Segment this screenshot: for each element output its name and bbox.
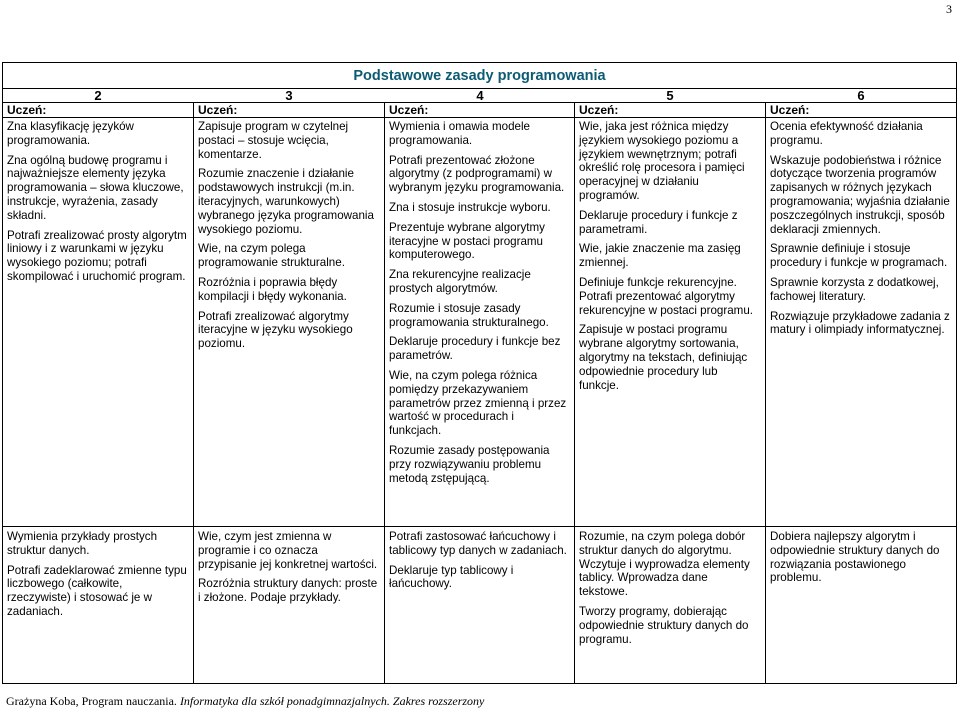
requirement-item: Deklaruje procedury i funkcje z parametrami. <box>579 208 738 236</box>
grade-3: 3 <box>285 88 293 103</box>
table-cell <box>770 530 950 591</box>
requirement-item: Rozumie i stosuje zasady programowania strukturalnego. <box>389 301 549 329</box>
column-header: Uczeń: <box>389 103 429 117</box>
requirement-item: Potrafi zadeklarować zmienne typu liczbowego (całkowite, rzeczywiste) i stosować je w zadaniach. <box>7 563 187 618</box>
table-title: Podstawowe zasady programowania <box>353 68 606 84</box>
table-border-bottom <box>3 683 956 684</box>
table-cell <box>198 530 378 611</box>
requirement-item: Zna klasyfikację języków programowania. <box>7 120 134 147</box>
col-divider-3 <box>574 102 575 683</box>
page-number: 3 <box>946 2 952 16</box>
requirement-item: Sprawnie korzysta z dodatkowej, fachowej literatury. <box>770 275 939 303</box>
requirement-item: Wskazuje podobieństwa i różnice dotyczące tworzenia programów zapisanych w różnych językach programowania; wyjaśnia działanie poszczególnych instrukcji, sposób deklaracji zmiennych. <box>770 153 950 236</box>
requirement-item: Zna i stosuje instrukcje wyboru. <box>389 200 551 214</box>
page-footer <box>6 694 484 709</box>
requirement-item: Wie, na czym polega różnica pomiędzy przekazywaniem parametrów przez zmienną i przez wartość w procedurach i funkcjach. <box>389 368 567 438</box>
requirement-item: Rozumie zasady postępowania przy rozwiązywaniu problemu metodą zstępującą. <box>389 443 550 485</box>
requirement-item: Rozumie, na czym polega dobór struktur danych do algorytmu. Wczytuje i wyprowadza elementy tablicy. Wprowadza dane tekstowe. <box>579 530 750 599</box>
requirement-item: Rozumie znaczenie i działanie podstawowych instrukcji (m.in. iteracyjnych, warunkowych) wybranego języka programowania wysokiego poziomu. <box>198 167 374 236</box>
requirement-item: Zna rekurencyjne realizacje prostych algorytmów. <box>389 268 531 295</box>
column-header: Uczeń: <box>198 103 238 117</box>
grade-2: 2 <box>94 88 102 103</box>
requirement-item: Definiuje funkcje rekurencyjne. Potrafi prezentować algorytmy rekurencyjne w postaci programu. <box>579 275 753 317</box>
table-border-top <box>3 62 956 63</box>
requirement-item: Prezentuje wybrane algorytmy iteracyjne w postaci programu komputerowego. <box>389 220 545 262</box>
table-cell <box>389 530 569 597</box>
requirement-item: Potrafi prezentować złożone algorytmy (z podprogramami) w wybranym języku programowania. <box>389 153 565 195</box>
table-cell <box>579 120 759 398</box>
requirement-item: Ocenia efektywność działania programu. <box>770 120 923 147</box>
requirement-item: Wie, czym jest zmienna w programie i co oznacza przypisanie jej konkretnej wartości. <box>198 530 378 571</box>
requirement-item: Deklaruje typ tablicowy i łańcuchowy. <box>389 563 514 591</box>
footer-author: Grażyna Koba, Program nauczania. <box>6 694 177 708</box>
requirement-item: Tworzy programy, dobierając odpowiednie struktury danych do programu. <box>579 604 749 646</box>
requirement-item: Rozróżnia i poprawia błędy kompilacji i błędy wykonania. <box>198 275 347 303</box>
table-cell <box>389 120 569 491</box>
requirement-item: Dobiera najlepszy algorytm i odpowiednie struktury danych do rozwiązania postawionego problemu. <box>770 530 940 585</box>
table-cell <box>7 530 187 625</box>
divider-rows <box>3 526 956 527</box>
requirement-item: Wymienia i omawia modele programowania. <box>389 120 531 147</box>
requirement-item: Potrafi zastosować łańcuchowy i tablicowy typ danych w zadaniach. <box>389 530 567 557</box>
requirement-item: Zapisuje w postaci programu wybrane algorytmy sortowania, algorytmy na tekstach, definiując odpowiednie procedury lub funkcje. <box>579 323 748 392</box>
requirement-item: Potrafi zrealizować algorytmy iteracyjne w języku wysokiego poziomu. <box>198 309 353 351</box>
requirement-item: Zna ogólną budowę programu i najważniejsze elementy języka programowania – słowa kluczowe, instrukcje, wyrażenia, zasady składni. <box>7 153 184 222</box>
col-divider-4 <box>765 102 766 683</box>
col-divider-2 <box>384 102 385 683</box>
col-divider-1 <box>193 102 194 683</box>
requirement-item: Deklaruje procedury i funkcje bez parametrów. <box>389 335 561 363</box>
requirement-item: Zapisuje program w czytelnej postaci – stosuje wcięcia, komentarze. <box>198 120 349 161</box>
column-header: Uczeń: <box>7 103 47 117</box>
requirement-item: Wymienia przykłady prostych struktur danych. <box>7 530 158 557</box>
table-cell <box>7 120 187 290</box>
requirements-table <box>2 62 957 684</box>
grade-6: 6 <box>857 88 865 103</box>
requirement-item: Rozwiązuje przykładowe zadania z matury i olimpiady informatycznej. <box>770 309 950 337</box>
column-header: Uczeń: <box>770 103 810 117</box>
table-cell <box>198 120 378 357</box>
requirement-item: Potrafi zrealizować prosty algorytm liniowy i z warunkami w języku wysokiego poziomu; potrafi skompilować i uruchomić program. <box>7 228 187 283</box>
table-cell <box>770 120 950 343</box>
requirement-item: Sprawnie definiuje i stosuje procedury i funkcje w programach. <box>770 242 948 270</box>
requirement-item: Rozróżnia struktury danych: proste i złożone. Podaje przykłady. <box>198 577 378 605</box>
requirement-item: Wie, jaka jest różnica między językiem wysokiego poziomu a językiem wewnętrznym; potrafi określić rolę procesora i pamięci operacyjnej w działaniu programów. <box>579 120 745 202</box>
footer-title: Informatyka dla szkół ponadgimnazjalnych. Zakres rozszerzony <box>179 694 485 708</box>
requirement-item: Wie, jakie znaczenie ma zasięg zmiennej. <box>579 242 741 270</box>
requirement-item: Wie, na czym polega programowanie strukturalne. <box>198 242 345 270</box>
column-header: Uczeń: <box>579 103 619 117</box>
grade-4: 4 <box>476 88 484 103</box>
divider-header <box>3 117 956 118</box>
table-cell <box>579 530 759 652</box>
grade-5: 5 <box>666 88 674 103</box>
